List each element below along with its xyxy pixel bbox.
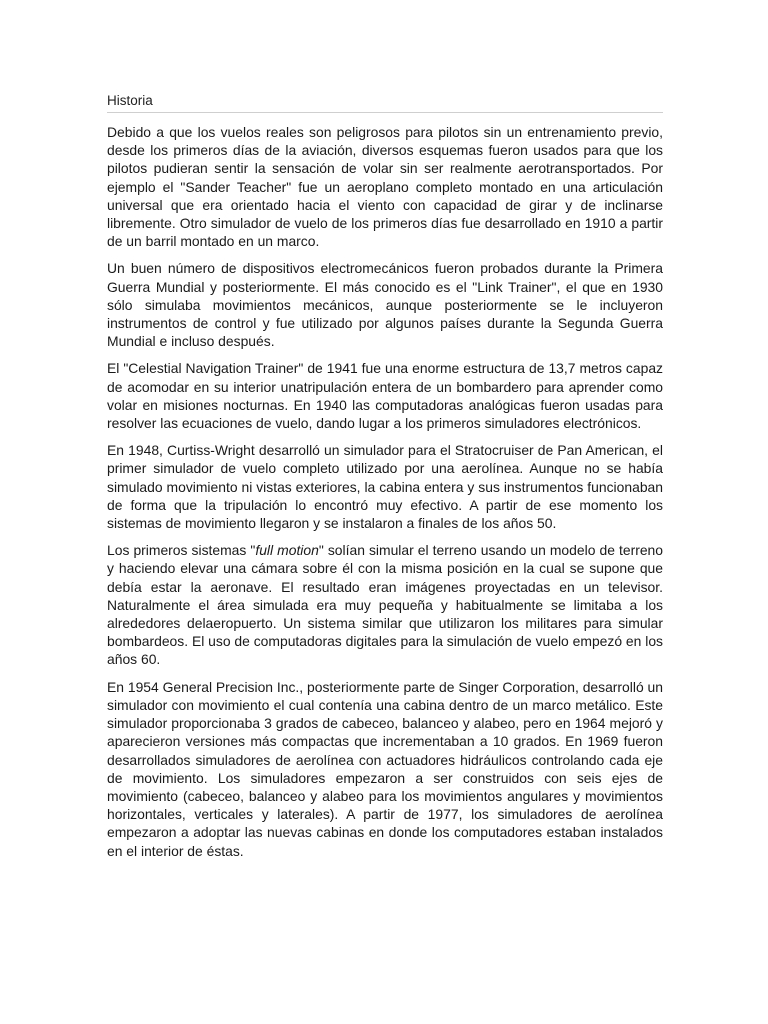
paragraph-1: Debido a que los vuelos reales son peligrosos para pilotos sin un entrenamiento previo, desde los primeros días de la aviación, diversos esquemas fueron usados para que los pilotos pudieran sentir la sensación de volar sin ser realmente aerotransportados. Por ejemplo el "Sander Teacher" fue un aeroplano completo montado en una articulación universal que era orientado hacia el viento con capacidad de girar y de inclinarse libremente. Otro simulador de vuelo de los primeros días fue desarrollado en 1910 a partir de un barril montado en un marco. [107,124,663,250]
paragraph-5-start: Los primeros sistemas " [107,542,256,559]
paragraph-3: El "Celestial Navigation Trainer" de 1941 fue una enorme estructura de 13,7 metros capaz de acomodar en su interior unatripulación entera de un bombardero para aprender como volar en misiones nocturnas. En 1940 las computadoras analógicas fueron usadas para resolver las ecuaciones de vuelo, dando lugar a los primeros simuladores electrónicos. [107,360,663,432]
paragraph-5 [107,541,663,668]
section-title: Historia [107,92,663,113]
paragraph-5-italic: full motion [255,542,319,559]
paragraph-5-end: " solían simular el terreno usando un modelo de terreno y haciendo elevar una cámara sobre él con la misma posición en la cual se supone que debía estar la aeronave. El resultado eran imágenes proyectadas en un televisor. Naturalmente el área simulada era muy pequeña y habitualmente se limitaba a los alrededores delaeropuerto. Un sistema similar que utilizaron los militares para simular bombardeos. El uso de computadoras digitales para la simulación de vuelo empezó en los años 60. [107,542,663,668]
paragraph-2: Un buen número de dispositivos electromecánicos fueron probados durante la Primera Guerra Mundial y posteriormente. El más conocido es el "Link Trainer", el que en 1930 sólo simulaba movimientos mecánicos, aunque posteriormente se le incluyeron instrumentos de control y fue utilizado por algunos países durante la Segunda Guerra Mundial e incluso después. [107,260,663,350]
paragraph-6: En 1954 General Precision Inc., posteriormente parte de Singer Corporation, desarrolló un simulador con movimiento el cual contenía una cabina dentro de un marco metálico. Este simulador proporcionaba 3 grados de cabeceo, balanceo y alabeo, pero en 1964 mejoró y aparecieron versiones más compactas que incrementaban a 10 grados. En 1969 fueron desarrollados simuladores de aerolínea con actuadores hidráulicos controlando cada eje de movimiento. Los simuladores empezaron a ser construidos con seis ejes de movimiento (cabeceo, balanceo y alabeo para los movimientos angulares y movimientos horizontales, verticales y laterales). A partir de 1977, los simuladores de aerolínea empezaron a adoptar las nuevas cabinas en donde los computadores estaban instalados en el interior de éstas. [107,678,663,859]
paragraph-4: En 1948, Curtiss-Wright desarrolló un simulador para el Stratocruiser de Pan American, el primer simulador de vuelo completo utilizado por una aerolínea. Aunque no se había simulado movimiento ni vistas exteriores, la cabina entera y sus instrumentos funcionaban de forma que la tripulación lo encontró muy efectivo. A partir de ese momento los sistemas de movimiento llegaron y se instalaron a finales de los años 50. [107,442,663,532]
document-page [107,92,663,869]
